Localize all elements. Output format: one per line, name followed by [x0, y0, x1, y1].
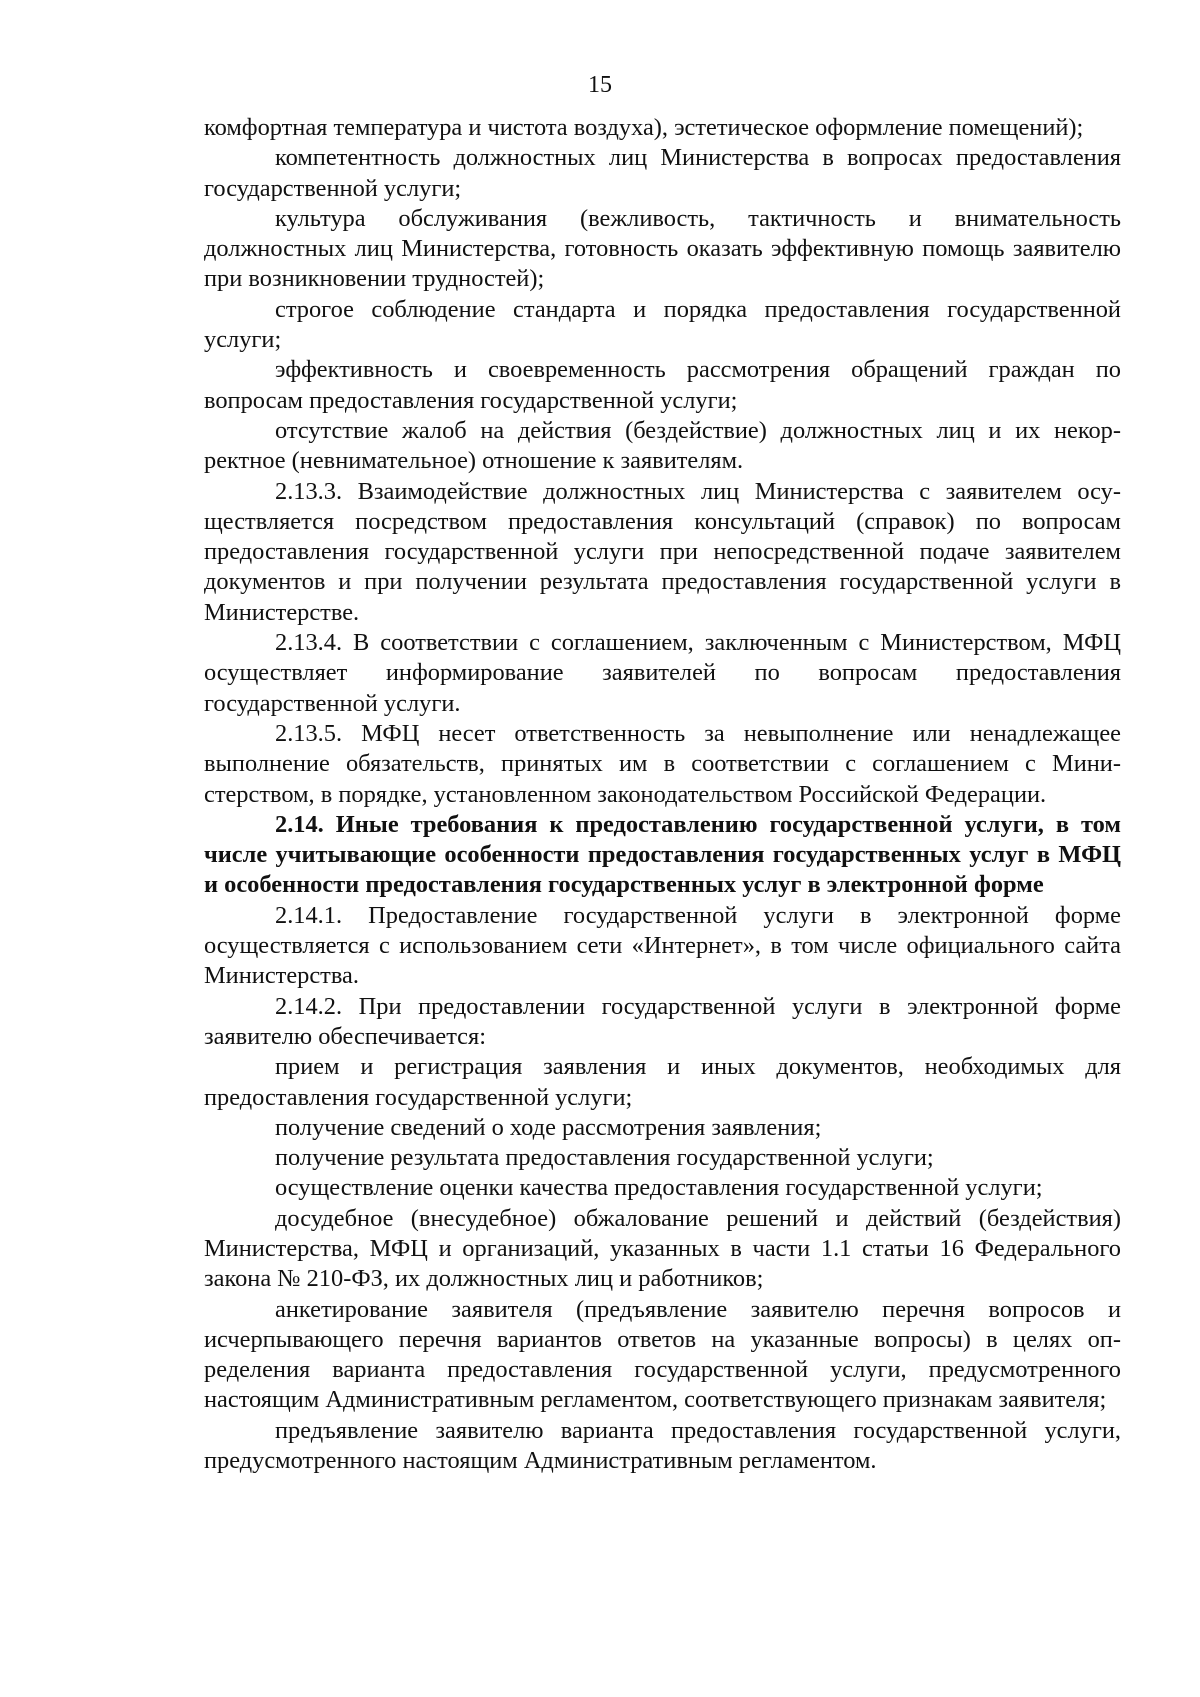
- paragraph-2-14-1: 2.14.1. Предоставление государственной услуги в электронной форме осуществляется с использованием сети «Интернет», в том числе официального сайта Министерства.: [204, 901, 1121, 990]
- paragraph-2-13-4: 2.13.4. В соответствии с соглашением, заключенным с Министерством, МФЦ осуществляет информирование заявителей по вопросам предоставления государственной услуги.: [204, 629, 1121, 717]
- paragraph-service-culture: культура обслуживания (вежливость, тактичность и внимательность должностных лиц Министерства, готовность оказать эффективную помощь заявителю при возникновении трудностей);: [204, 204, 1121, 293]
- section-heading-2-14: 2.14. Иные требования к предоставлению государственной услуги, в том числе учитывающие особенности предоставления государственных услуг в МФЦ и особенности предоставления государственных услуг в электронной форме: [204, 810, 1121, 899]
- paragraph-2-13-5: 2.13.5. МФЦ несет ответственность за невыполнение или ненадлежащее выполнение обязательств, принятых им в соответствии с соглашением с Министерством, в порядке, установленном законодательством Российской Федерации.: [204, 719, 1121, 808]
- list-item-pretrial-appeal: досудебное (внесудебное) обжалование решений и действий (бездействия) Министерства, МФЦ и организаций, указанных в части 1.1 статьи 16 Федерального закона № 210-ФЗ, их должностных лиц и работников;: [204, 1204, 1121, 1293]
- list-item-variant-presentation: предъявление заявителю варианта предоставления государственной услуги, предусмотренного настоящим Административным регламентом.: [204, 1416, 1121, 1475]
- paragraph-no-complaints: отсутствие жалоб на действия (бездействие) должностных лиц и их некорректное (невнимательное) отношение к заявителям.: [204, 416, 1121, 475]
- paragraph-comfort-conditions: комфортная температура и чистота воздуха), эстетическое оформление помещений);: [204, 114, 1084, 141]
- list-item-progress-info: получение сведений о ходе рассмотрения заявления;: [275, 1113, 822, 1141]
- paragraph-staff-competence: компетентность должностных лиц Министерства в вопросах предоставления государственной услуги;: [204, 144, 1121, 202]
- document-body: [204, 113, 1121, 1476]
- page-number: 15: [588, 72, 612, 98]
- paragraph-2-14-2: 2.14.2. При предоставлении государственной услуги в электронной форме заявителю обеспечивается:: [204, 992, 1121, 1050]
- paragraph-2-13-3: 2.13.3. Взаимодействие должностных лиц Министерства с заявителем осуществляется посредством предоставления консультаций (справок) по вопросам предоставления государственной услуги при непосредственной подаче заявителем документов и при получении результата предоставления государственной услуги в Министерстве.: [204, 477, 1121, 626]
- paragraph-appeal-efficiency: эффективность и своевременность рассмотрения обращений граждан по вопросам предоставления государственной услуги;: [204, 356, 1121, 414]
- list-item-result: получение результата предоставления государственной услуги;: [275, 1144, 934, 1172]
- list-item-quality-assessment: осуществление оценки качества предоставления государственной услуги;: [275, 1174, 1043, 1202]
- paragraph-standard-compliance: строгое соблюдение стандарта и порядка предоставления государственной услуги;: [204, 295, 1121, 354]
- list-item-questionnaire: анкетирование заявителя (предъявление заявителю перечня вопросов и исчерпывающего перечня вариантов ответов на указанные вопросы) в целях определения варианта предоставления государственной услуги, предусмотренного настоящим Административным регламентом, соответствующего признакам заявителя;: [204, 1295, 1121, 1414]
- list-item-reception-registration: прием и регистрация заявления и иных документов, необходимых для предоставления государственной услуги;: [204, 1053, 1121, 1111]
